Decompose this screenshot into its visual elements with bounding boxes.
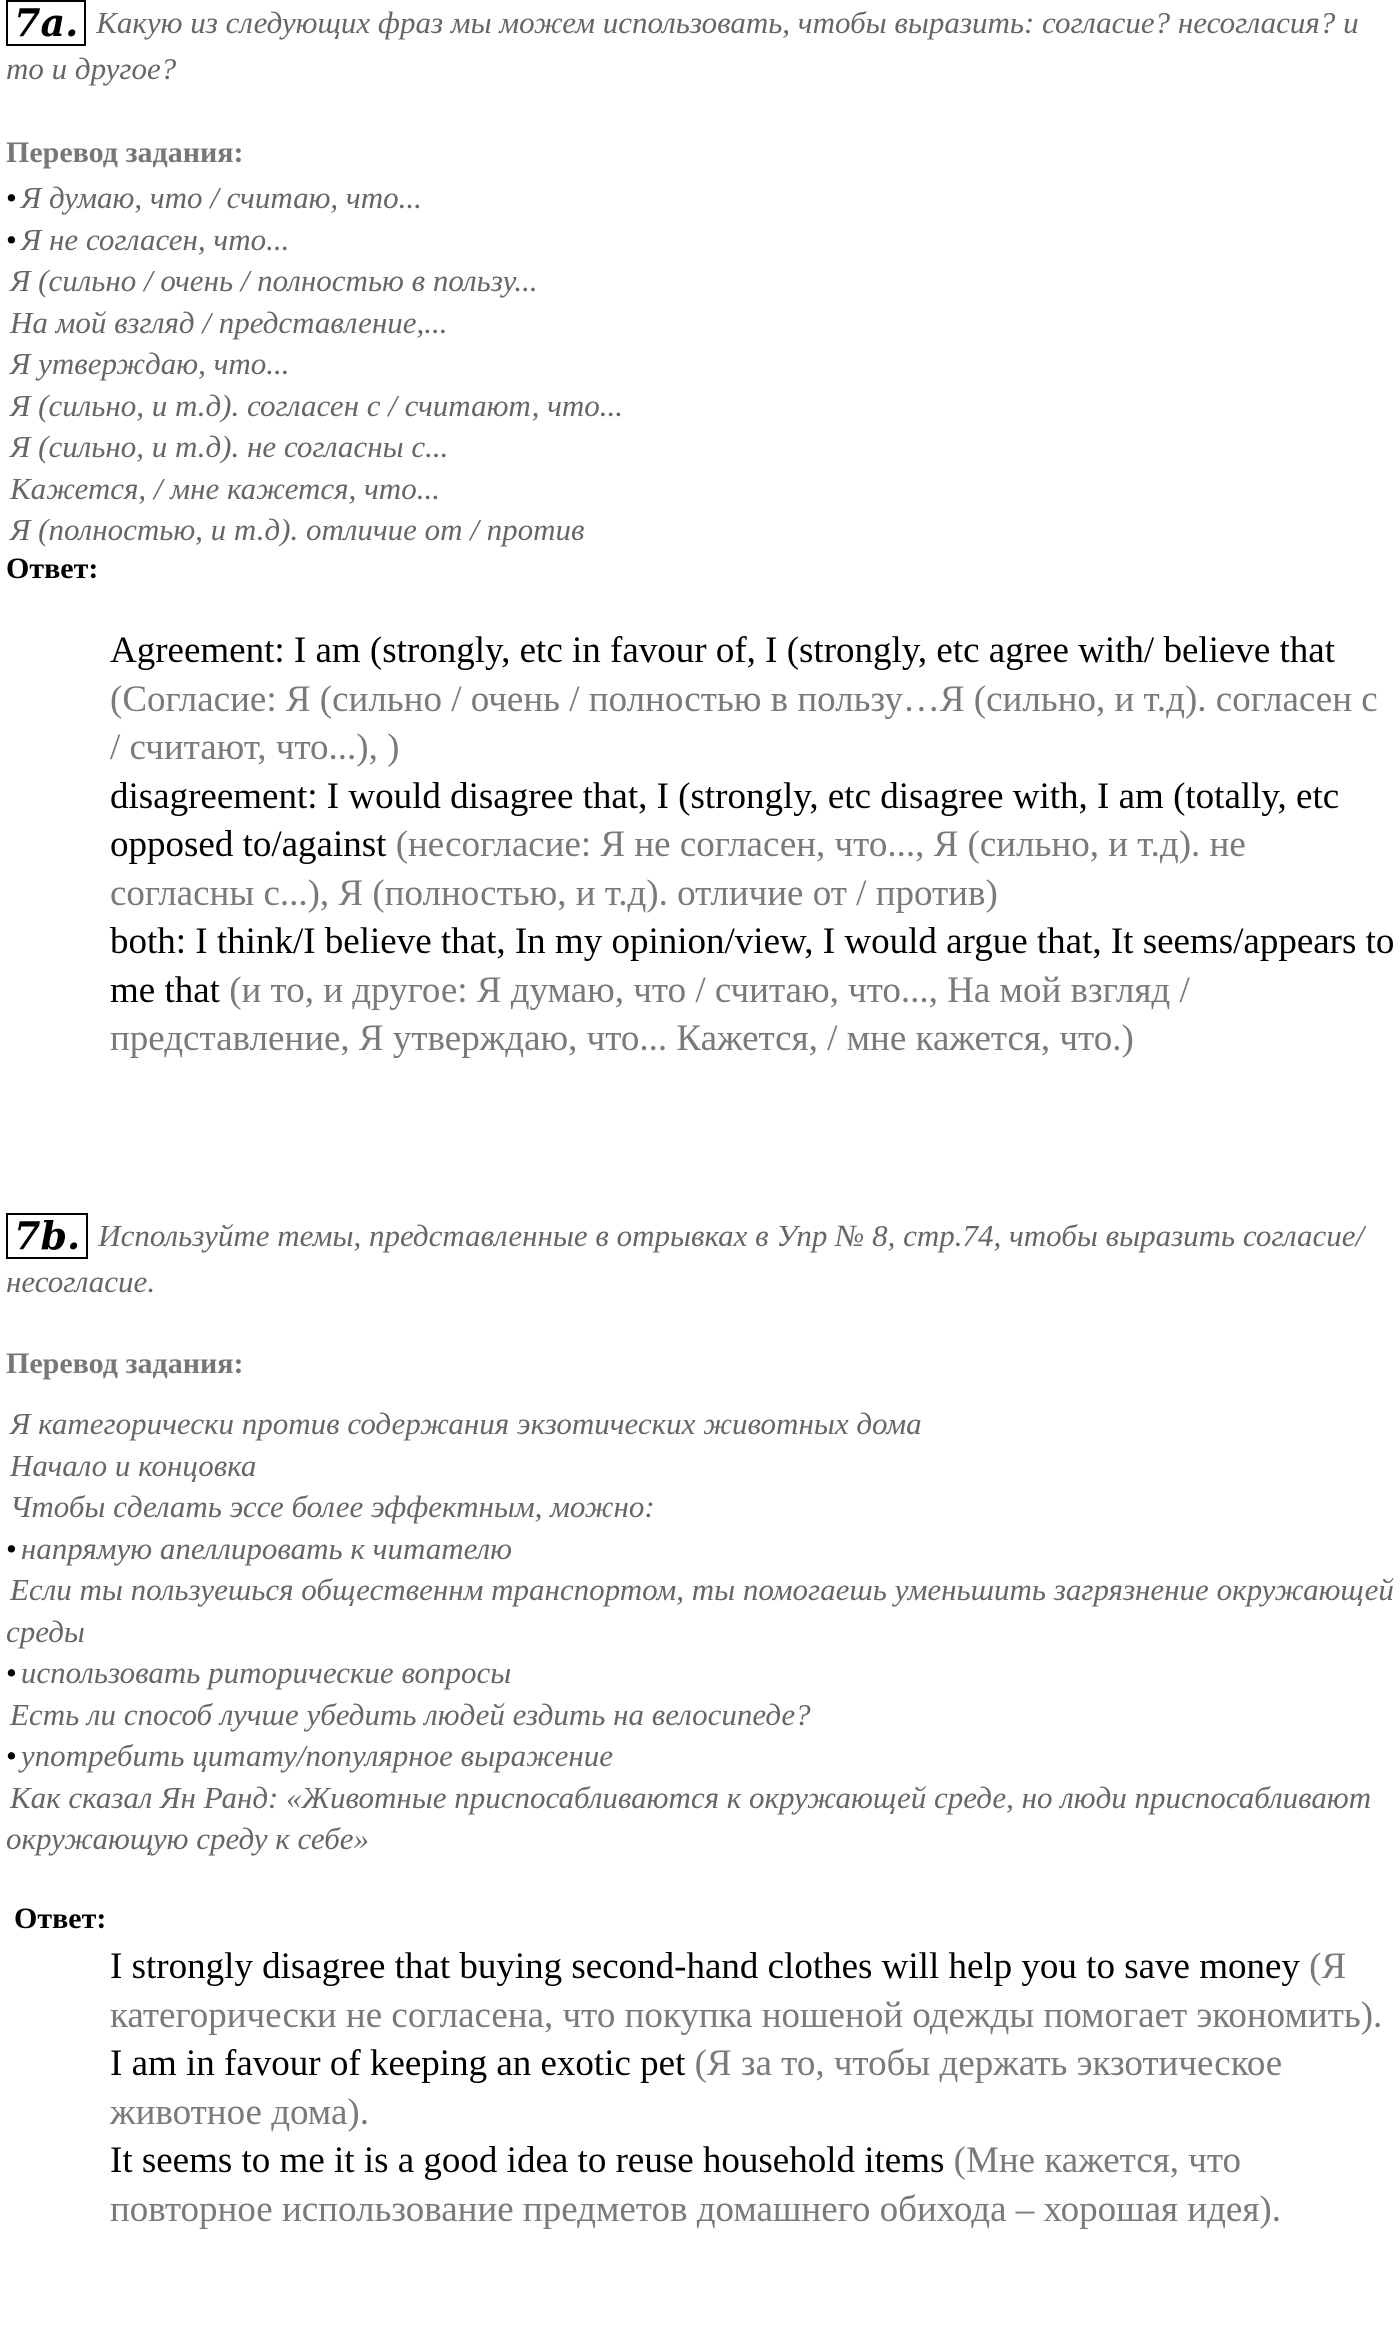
list-item <box>6 385 1396 427</box>
list-item <box>6 1652 1396 1694</box>
answer-russian: (несогласие: Я не согласен, что..., Я (сильно, и т.д). не согласны с...), Я (полностью, и т.д). отличие от / против) <box>110 824 1246 914</box>
list-item <box>6 426 1396 468</box>
bullet: • <box>6 180 17 215</box>
list-item <box>6 219 1396 261</box>
list-item <box>6 1445 1396 1487</box>
list-item <box>6 177 1396 219</box>
answer-paragraph <box>110 2137 1395 2234</box>
answer-english: Agreement: I am (strongly, etc in favour of, I (strongly, etc agree with/ believe that <box>110 630 1336 671</box>
list-item-text: Есть ли способ лучше убедить людей ездить на велосипеде? <box>10 1696 811 1732</box>
answer-russian: (Я категорически не согласена, что покупка ношеной одежды помогает экономить). <box>110 1946 1383 2036</box>
list-item <box>6 509 1396 551</box>
list-item-text: использовать риторические вопросы <box>20 1655 512 1690</box>
list-item-text: Как сказал Ян Ранд: «Животные приспосабливаются к окружающей среде, но люди приспосабливают окружающую среду к себе» <box>6 1779 1372 1856</box>
task-b-heading <box>6 1213 1386 1304</box>
list-item <box>6 1694 1396 1736</box>
list-item-text: употребить цитату/популярное выражение <box>20 1738 613 1773</box>
answer-english: I am in favour of keeping an exotic pet <box>110 2043 686 2084</box>
list-item-text: Я (сильно, и т.д). не согласны с... <box>10 429 449 464</box>
answer-english: disagreement: I would disagree that, I (strongly, etc disagree with, I am (totally, etc opposed to/against <box>110 775 1340 865</box>
list-item-text: Я думаю, что / считаю, что... <box>20 180 422 215</box>
task-a-translation-list <box>6 177 1396 551</box>
task-a-heading <box>6 0 1386 91</box>
task-b-number: 7b. <box>6 1213 88 1259</box>
answer-russian: (Я за то, чтобы держать экзотическое животное дома). <box>110 2043 1283 2133</box>
list-item-text: Я не согласен, что... <box>20 221 290 257</box>
bullet: • <box>6 1655 17 1690</box>
list-item <box>6 302 1396 344</box>
task-b-translation-list <box>6 1403 1396 1860</box>
answer-english: I strongly disagree that buying second-hand clothes will help you to save money <box>110 1946 1300 1987</box>
list-item-text: Начало и концовка <box>10 1447 257 1483</box>
answer-paragraph <box>110 918 1395 1064</box>
answer-paragraph <box>110 773 1395 919</box>
list-item-text: Чтобы сделать эссе более эффектным, можно: <box>10 1489 655 1524</box>
answer-paragraph <box>110 1943 1395 2040</box>
list-item <box>6 260 1396 302</box>
task-a-translation-label: Перевод задания: <box>6 136 244 169</box>
list-item <box>6 468 1396 510</box>
list-item <box>6 1777 1396 1860</box>
task-a-answer-block <box>110 627 1395 1064</box>
list-item-text: Я (сильно / очень / полностью в пользу... <box>10 263 538 298</box>
list-item-text: Я категорически против содержания экзотических животных дома <box>10 1406 922 1441</box>
list-item <box>6 1403 1396 1445</box>
list-item-text: Кажется, / мне кажется, что... <box>10 470 440 506</box>
list-item <box>6 1735 1396 1777</box>
list-item-text: Я утверждаю, что... <box>10 346 290 381</box>
list-item-text: Я (полностью, и т.д). отличие от / против <box>10 512 585 547</box>
answer-english: It seems to me it is a good idea to reuse household items <box>110 2140 945 2181</box>
answer-english: both: I think/I believe that, In my opinion/view, I would argue that, It seems/appears to me that <box>110 921 1395 1011</box>
task-a-number: 7a. <box>6 0 86 46</box>
task-b-answer-block <box>110 1943 1395 2234</box>
bullet: • <box>6 221 17 257</box>
task-b-translation-label: Перевод задания: <box>6 1347 244 1380</box>
list-item <box>6 343 1396 385</box>
list-item-text: На мой взгляд / представление,... <box>10 304 448 340</box>
list-item <box>6 1528 1396 1570</box>
answer-paragraph <box>110 2040 1395 2137</box>
answer-russian: (Мне кажется, что повторное использование предметов домашнего обихода – хорошая идея). <box>110 2140 1281 2230</box>
task-b-answer-label: Ответ: <box>14 1902 107 1935</box>
answer-russian: (Согласие: Я (сильно / очень / полностью в пользу…Я (сильно, и т.д). согласен с / считают, что...), ) <box>110 678 1378 768</box>
list-item <box>6 1569 1396 1652</box>
list-item-text: Я (сильно, и т.д). согласен с / считают, что... <box>10 387 624 423</box>
bullet: • <box>6 1738 17 1773</box>
task-a-answer-label: Ответ: <box>6 552 99 585</box>
bullet: • <box>6 1530 17 1566</box>
task-b-instruction: Используйте темы, представленные в отрывках в Упр № 8, стр.74, чтобы выразить согласие/несогласие. <box>6 1218 1365 1299</box>
task-a-instruction: Какую из следующих фраз мы можем использовать, чтобы выразить: согласие? несогласия? и то и другое? <box>6 5 1359 86</box>
answer-paragraph <box>110 627 1395 773</box>
answer-russian: (и то, и другое: Я думаю, что / считаю, что..., На мой взгляд / представление, Я утверждаю, что... Кажется, / мне кажется, что.) <box>110 969 1190 1059</box>
list-item-text: Если ты пользуешься общественнм транспортом, ты помогаешь уменьшить загрязнение окружающей среды <box>6 1572 1394 1649</box>
list-item <box>6 1486 1396 1528</box>
list-item-text: напрямую апеллировать к читателю <box>20 1530 512 1566</box>
